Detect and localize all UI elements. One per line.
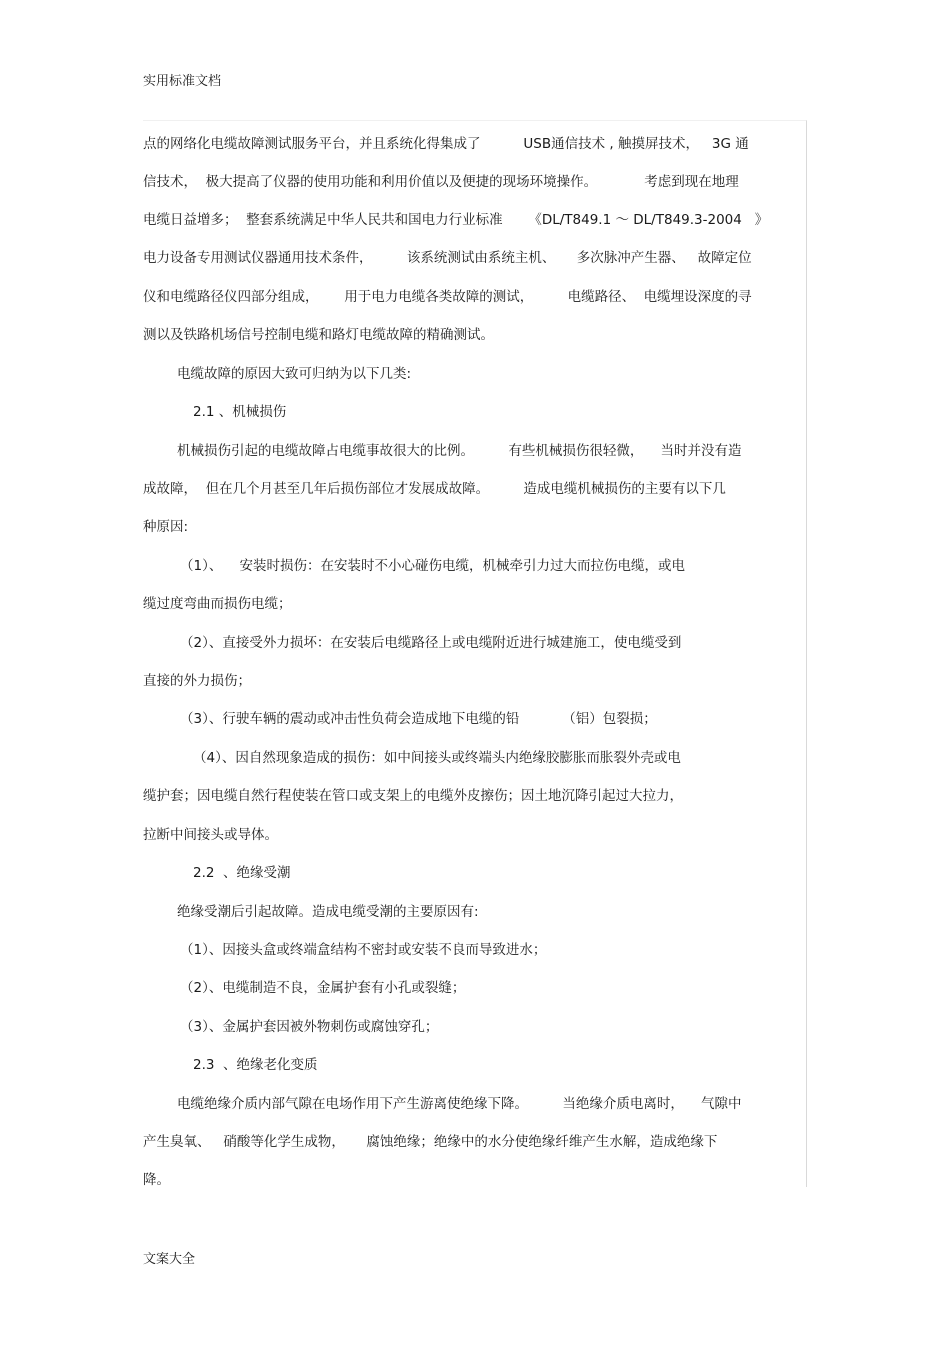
page-header: 实用标准文档: [143, 74, 222, 89]
text-line: 机械损伤引起的电缆故障占电缆事故很大的比例。 有些机械损伤很轻微， 当时并没有造: [177, 443, 742, 459]
text-line: 电缆绝缘介质内部气隙在电场作用下产生游离使绝缘下降。 当绝缘介质电离时， 气隙中: [177, 1096, 742, 1112]
text-line: （4）、因自然现象造成的损伤：如中间接头或终端头内绝缘胶膨胀而胀裂外壳或电: [193, 750, 681, 766]
text-line: 拉断中间接头或导体。: [143, 827, 278, 843]
text-line: 缆护套；因电缆自然行程使装在管口或支架上的电缆外皮擦伤；因土地沉降引起过大拉力，: [143, 788, 683, 804]
text-line: 直接的外力损伤；: [143, 673, 251, 689]
section-heading: 2.3 、绝缘老化变质: [193, 1057, 318, 1073]
text-line: （2）、直接受外力损坏：在安装后电缆路径上或电缆附近进行城建施工，使电缆受到: [180, 635, 682, 651]
text-line: 点的网络化电缆故障测试服务平台，并且系统化得集成了 USB通信技术 , 触摸屏技术， 3G 通: [143, 136, 749, 152]
text-line: 信技术， 极大提高了仪器的使用功能和利用价值以及便捷的现场环境操作。 考虑到现在地理: [143, 174, 739, 190]
text-line: 仪和电缆路径仪四部分组成， 用于电力电缆各类故障的测试， 电缆路径、 电缆埋设深度的寻: [143, 289, 752, 305]
text-line: 电力设备专用测试仪器通用技术条件， 该系统测试由系统主机、 多次脉冲产生器、 故障定位: [143, 250, 752, 266]
page-footer: 文案大全: [143, 1252, 196, 1267]
section-heading: 2.1 、机械损伤: [193, 404, 287, 420]
text-line: 产生臭氧、 硝酸等化学生成物， 腐蚀绝缘；绝缘中的水分使绝缘纤维产生水解，造成绝缘下: [143, 1134, 718, 1150]
text-line: （1）、因接头盒或终端盒结构不密封或安装不良而导致进水；: [180, 942, 547, 958]
text-line: 测以及铁路机场信号控制电缆和路灯电缆故障的精确测试。: [143, 327, 494, 343]
text-line: 缆过度弯曲而损伤电缆；: [143, 596, 292, 612]
text-line: 电缆故障的原因大致可归纳为以下几类:: [177, 366, 412, 382]
text-line: 成故障， 但在几个月甚至几年后损伤部位才发展成故障。 造成电缆机械损伤的主要有以下几: [143, 481, 726, 497]
text-line: 绝缘受潮后引起故障。造成电缆受潮的主要原因有:: [177, 904, 479, 920]
section-heading: 2.2 、绝缘受潮: [193, 865, 291, 881]
text-line: 电缆日益增多； 整套系统满足中华人民共和国电力行业标准 《DL/T849.1 ～ DL/T849.3-2004 》: [143, 212, 769, 228]
text-line: 种原因:: [143, 519, 189, 535]
text-line: （3）、金属护套因被外物刺伤或腐蚀穿孔；: [180, 1019, 439, 1035]
text-line: （3）、行驶车辆的震动或冲击性负荷会造成地下电缆的铅 （铝）包裂损；: [180, 711, 657, 727]
text-line: 降。: [143, 1172, 170, 1188]
text-line: （1）、 安装时损伤：在安装时不小心碰伤电缆，机械牵引力过大而拉伤电缆，或电: [180, 558, 686, 574]
text-line: （2）、电缆制造不良，金属护套有小孔或裂缝；: [180, 980, 466, 996]
